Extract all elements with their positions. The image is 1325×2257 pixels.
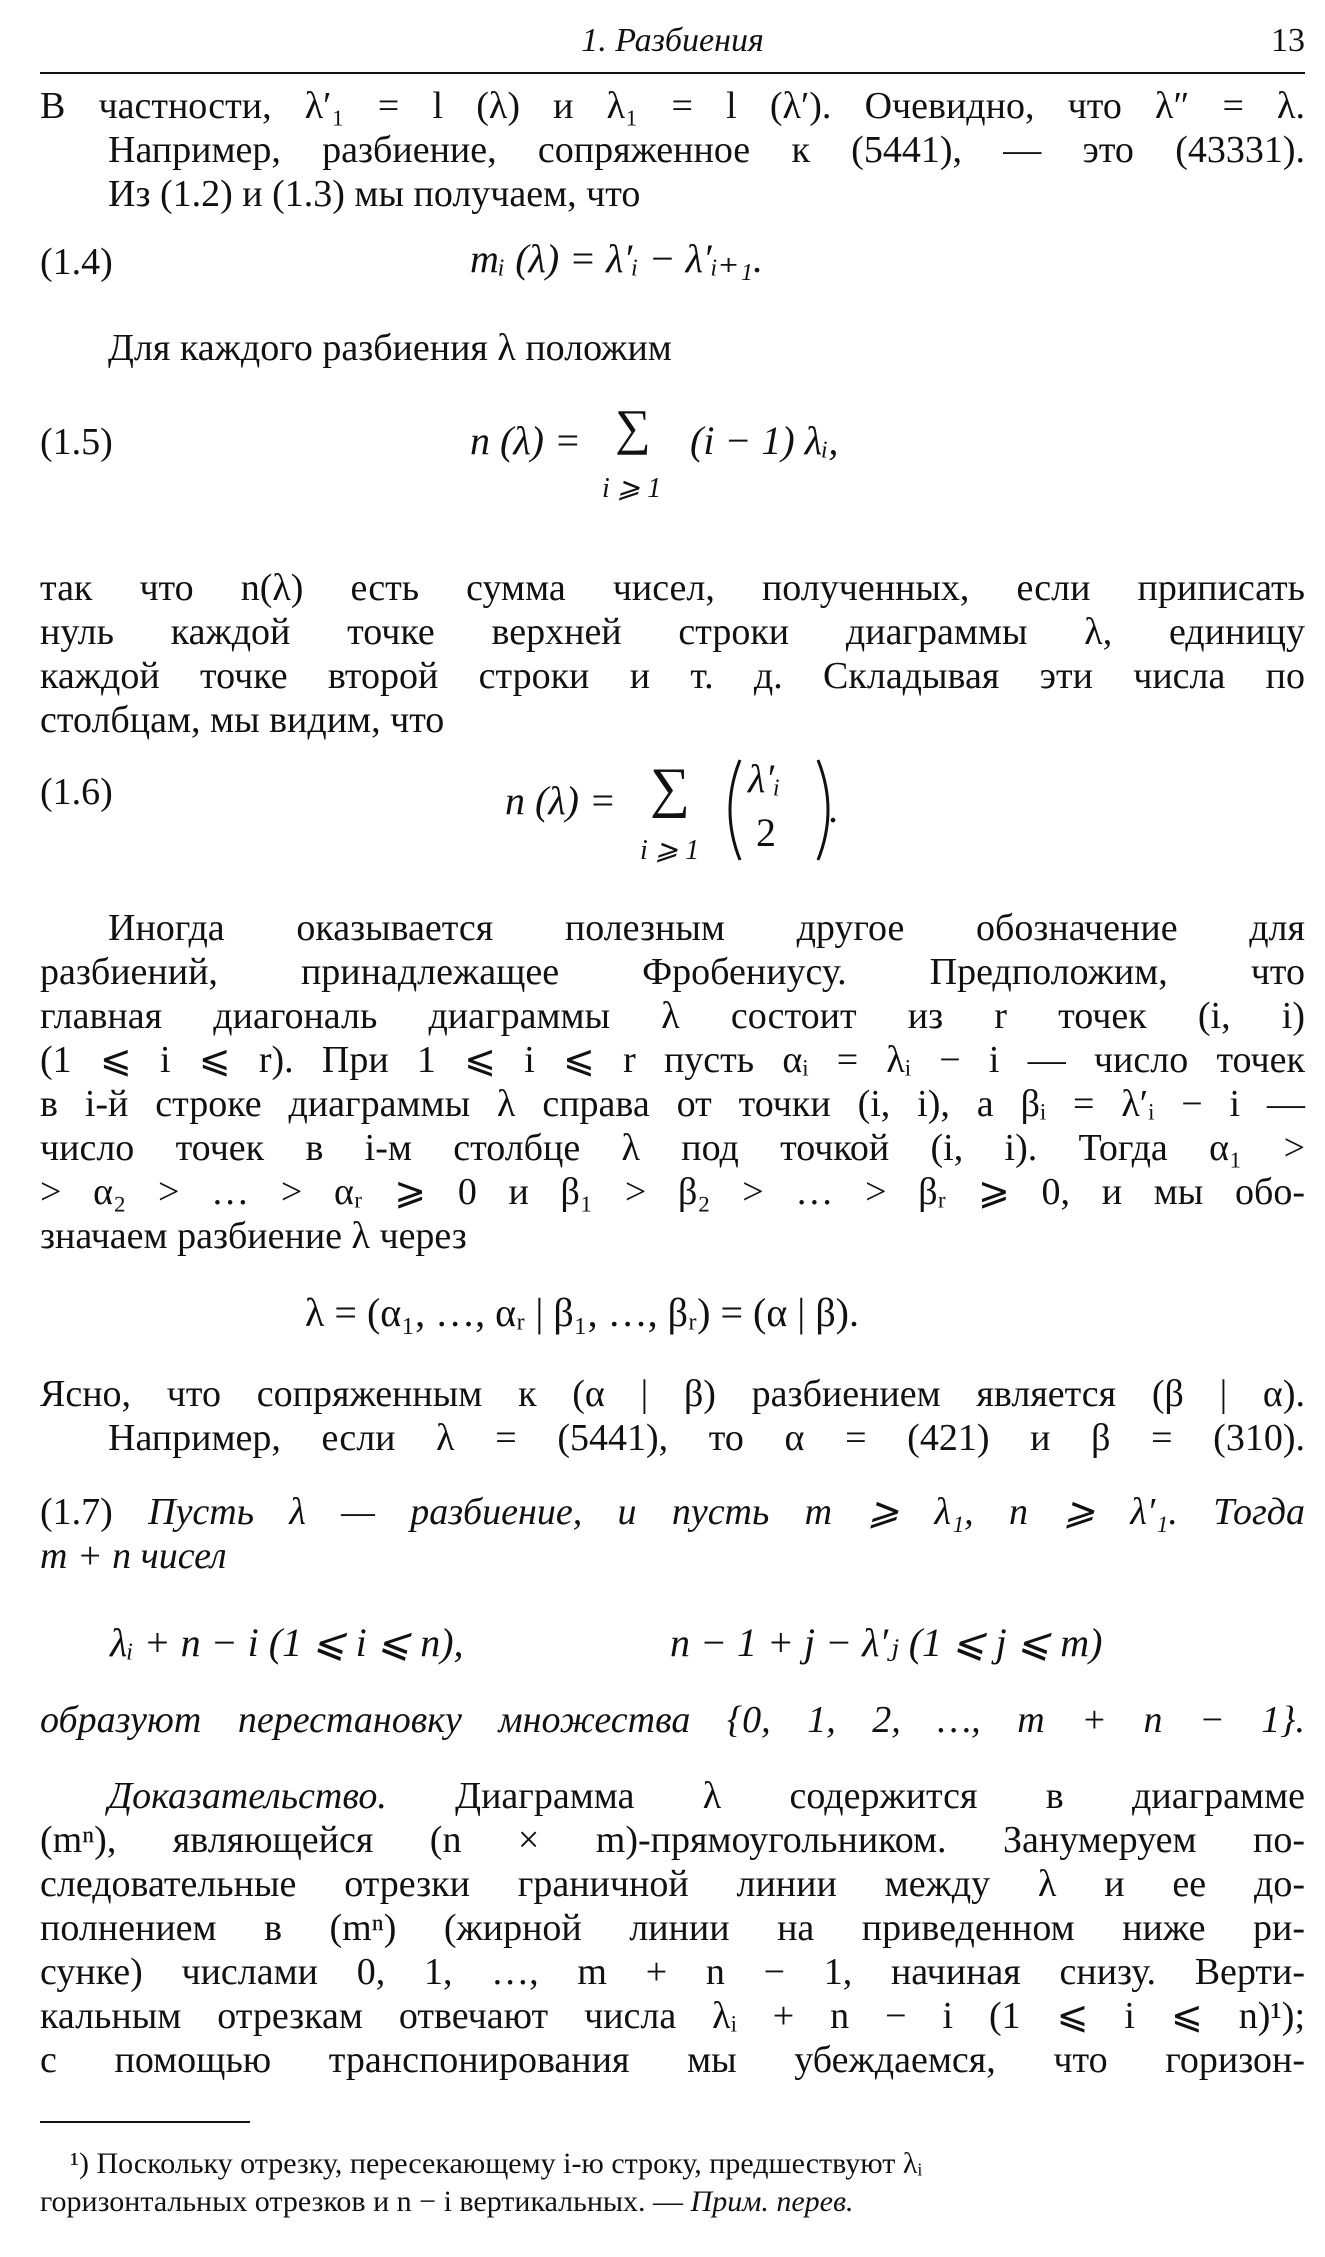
proof-text: Диаграмма λ содержится в диаграмме [455, 1775, 1305, 1817]
sum-subscript: i ⩾ 1 [640, 835, 700, 866]
proposition-line: образуют перестановку множества {0, 1, 2, …, m + n − 1}. [40, 1699, 1305, 1741]
running-header [40, 22, 1305, 74]
proof-line: сунке) числами 0, 1, …, m + n − 1, начиная снизу. Верти- [40, 1951, 1305, 1993]
text-line: В частности, λ′₁ = l (λ) и λ₁ = l (λ′). Очевидно, что λ″ = λ. [40, 85, 1305, 127]
text-line: Из (1.2) и (1.3) мы получаем, что [108, 173, 641, 215]
proof-line: кальным отрезкам отвечают числа λᵢ + n − i (1 ⩽ i ⩽ n)¹); [40, 1995, 1305, 2037]
binomial-bottom: 2 [756, 810, 776, 855]
text-line: значаем разбиение λ через [40, 1215, 467, 1257]
proposition-line [40, 1490, 1305, 1534]
sum-symbol: ∑ [615, 399, 651, 455]
proof-line [108, 1774, 1305, 1818]
equation-label: (1.6) [40, 771, 113, 813]
text-line: Ясно, что сопряженным к (α | β) разбиением является (β | α). [40, 1373, 1305, 1415]
text-line: каждой точке второй строки и т. д. Складывая эти числа по [40, 655, 1305, 697]
proof-heading: Доказательство. [108, 1775, 387, 1817]
text-line: нуль каждой точке верхней строки диаграммы λ, единицу [40, 611, 1305, 653]
proposition-line: m + n чисел [40, 1535, 227, 1577]
footnote-text: горизонтальных отрезков и n − i вертикальных. — [40, 2185, 691, 2218]
equation-label: (1.4) [40, 241, 113, 283]
page-number: 13 [1271, 22, 1305, 59]
proof-line: с помощью транспонирования мы убеждаемся, что горизон- [40, 2039, 1305, 2081]
eq-period: . [828, 786, 838, 831]
text-line: в i-й строке диаграммы λ справа от точки (i, i), а βᵢ = λ′ᵢ − i — [40, 1083, 1305, 1125]
text-line: > α₂ > … > αᵣ ⩾ 0 и β₁ > β₂ > … > βᵣ ⩾ 0, и мы обо- [40, 1171, 1305, 1213]
text-line: (1 ⩽ i ⩽ r). При 1 ⩽ i ⩽ r пусть αᵢ = λᵢ − i — число точек [40, 1039, 1306, 1081]
text-line: Например, разбиение, сопряженное к (5441), — это (43331). [108, 129, 1305, 171]
footnote-line [40, 2184, 1305, 2220]
footnote-line: ¹) Поскольку отрезку, пересекающему i-ю строку, предшествуют λᵢ [70, 2147, 923, 2180]
proposition-text: Пусть λ — разбиение, и пусть m ⩾ λ₁, n ⩾ λ′₁. Тогда [148, 1491, 1305, 1533]
text-line: главная диагональ диаграммы λ состоит из r точек (i, i) [40, 995, 1305, 1037]
sum-subscript: i ⩾ 1 [602, 473, 662, 504]
translator-note: Прим. перев. [690, 2185, 854, 2218]
eq-lhs: n (λ) = [470, 418, 581, 463]
text-line: Для каждого разбиения λ положим [108, 327, 672, 369]
text-line: столбцам, мы видим, что [40, 699, 445, 741]
text-line: разбиений, принадлежащее Фробениусу. Предположим, что [40, 951, 1305, 993]
text-line: число точек в i-м столбце λ под точкой (i, i). Тогда α₁ > [40, 1127, 1305, 1169]
equation-1-4: mᵢ (λ) = λ′ᵢ − λ′ᵢ₊₁. [470, 236, 763, 281]
footnote-rule [40, 2121, 250, 2123]
frobenius-notation: λ = (α₁, …, αᵣ | β₁, …, βᵣ) = (α | β). [305, 1290, 859, 1335]
proof-line: (mⁿ), являющейся (n × m)-прямоугольником. Занумеруем по- [40, 1819, 1305, 1861]
binomial-top: λ′ᵢ [748, 756, 781, 801]
proof-line: следовательные отрезки граничной линии между λ и ее до- [40, 1863, 1305, 1905]
chapter-title: 1. Разбиения [581, 22, 764, 59]
eq-lhs: n (λ) = [505, 778, 616, 823]
permutation-values-a: λᵢ + n − i (1 ⩽ i ⩽ n), [110, 1620, 464, 1665]
permutation-values-b: n − 1 + j − λ′ⱼ (1 ⩽ j ⩽ m) [670, 1620, 1103, 1665]
text-line: Например, если λ = (5441), то α = (421) и β = (310). [108, 1417, 1305, 1459]
text-line: так что n(λ) есть сумма чисел, полученных, если приписать [40, 567, 1305, 609]
sum-symbol: ∑ [650, 757, 690, 819]
equation-label: (1.5) [40, 421, 113, 463]
proposition-label: (1.7) [40, 1491, 113, 1533]
text-line: Иногда оказывается полезным другое обозначение для [108, 907, 1305, 949]
eq-rhs: (i − 1) λᵢ, [690, 418, 839, 463]
proof-line: полнением в (mⁿ) (жирной линии на приведенном ниже ри- [40, 1907, 1305, 1949]
